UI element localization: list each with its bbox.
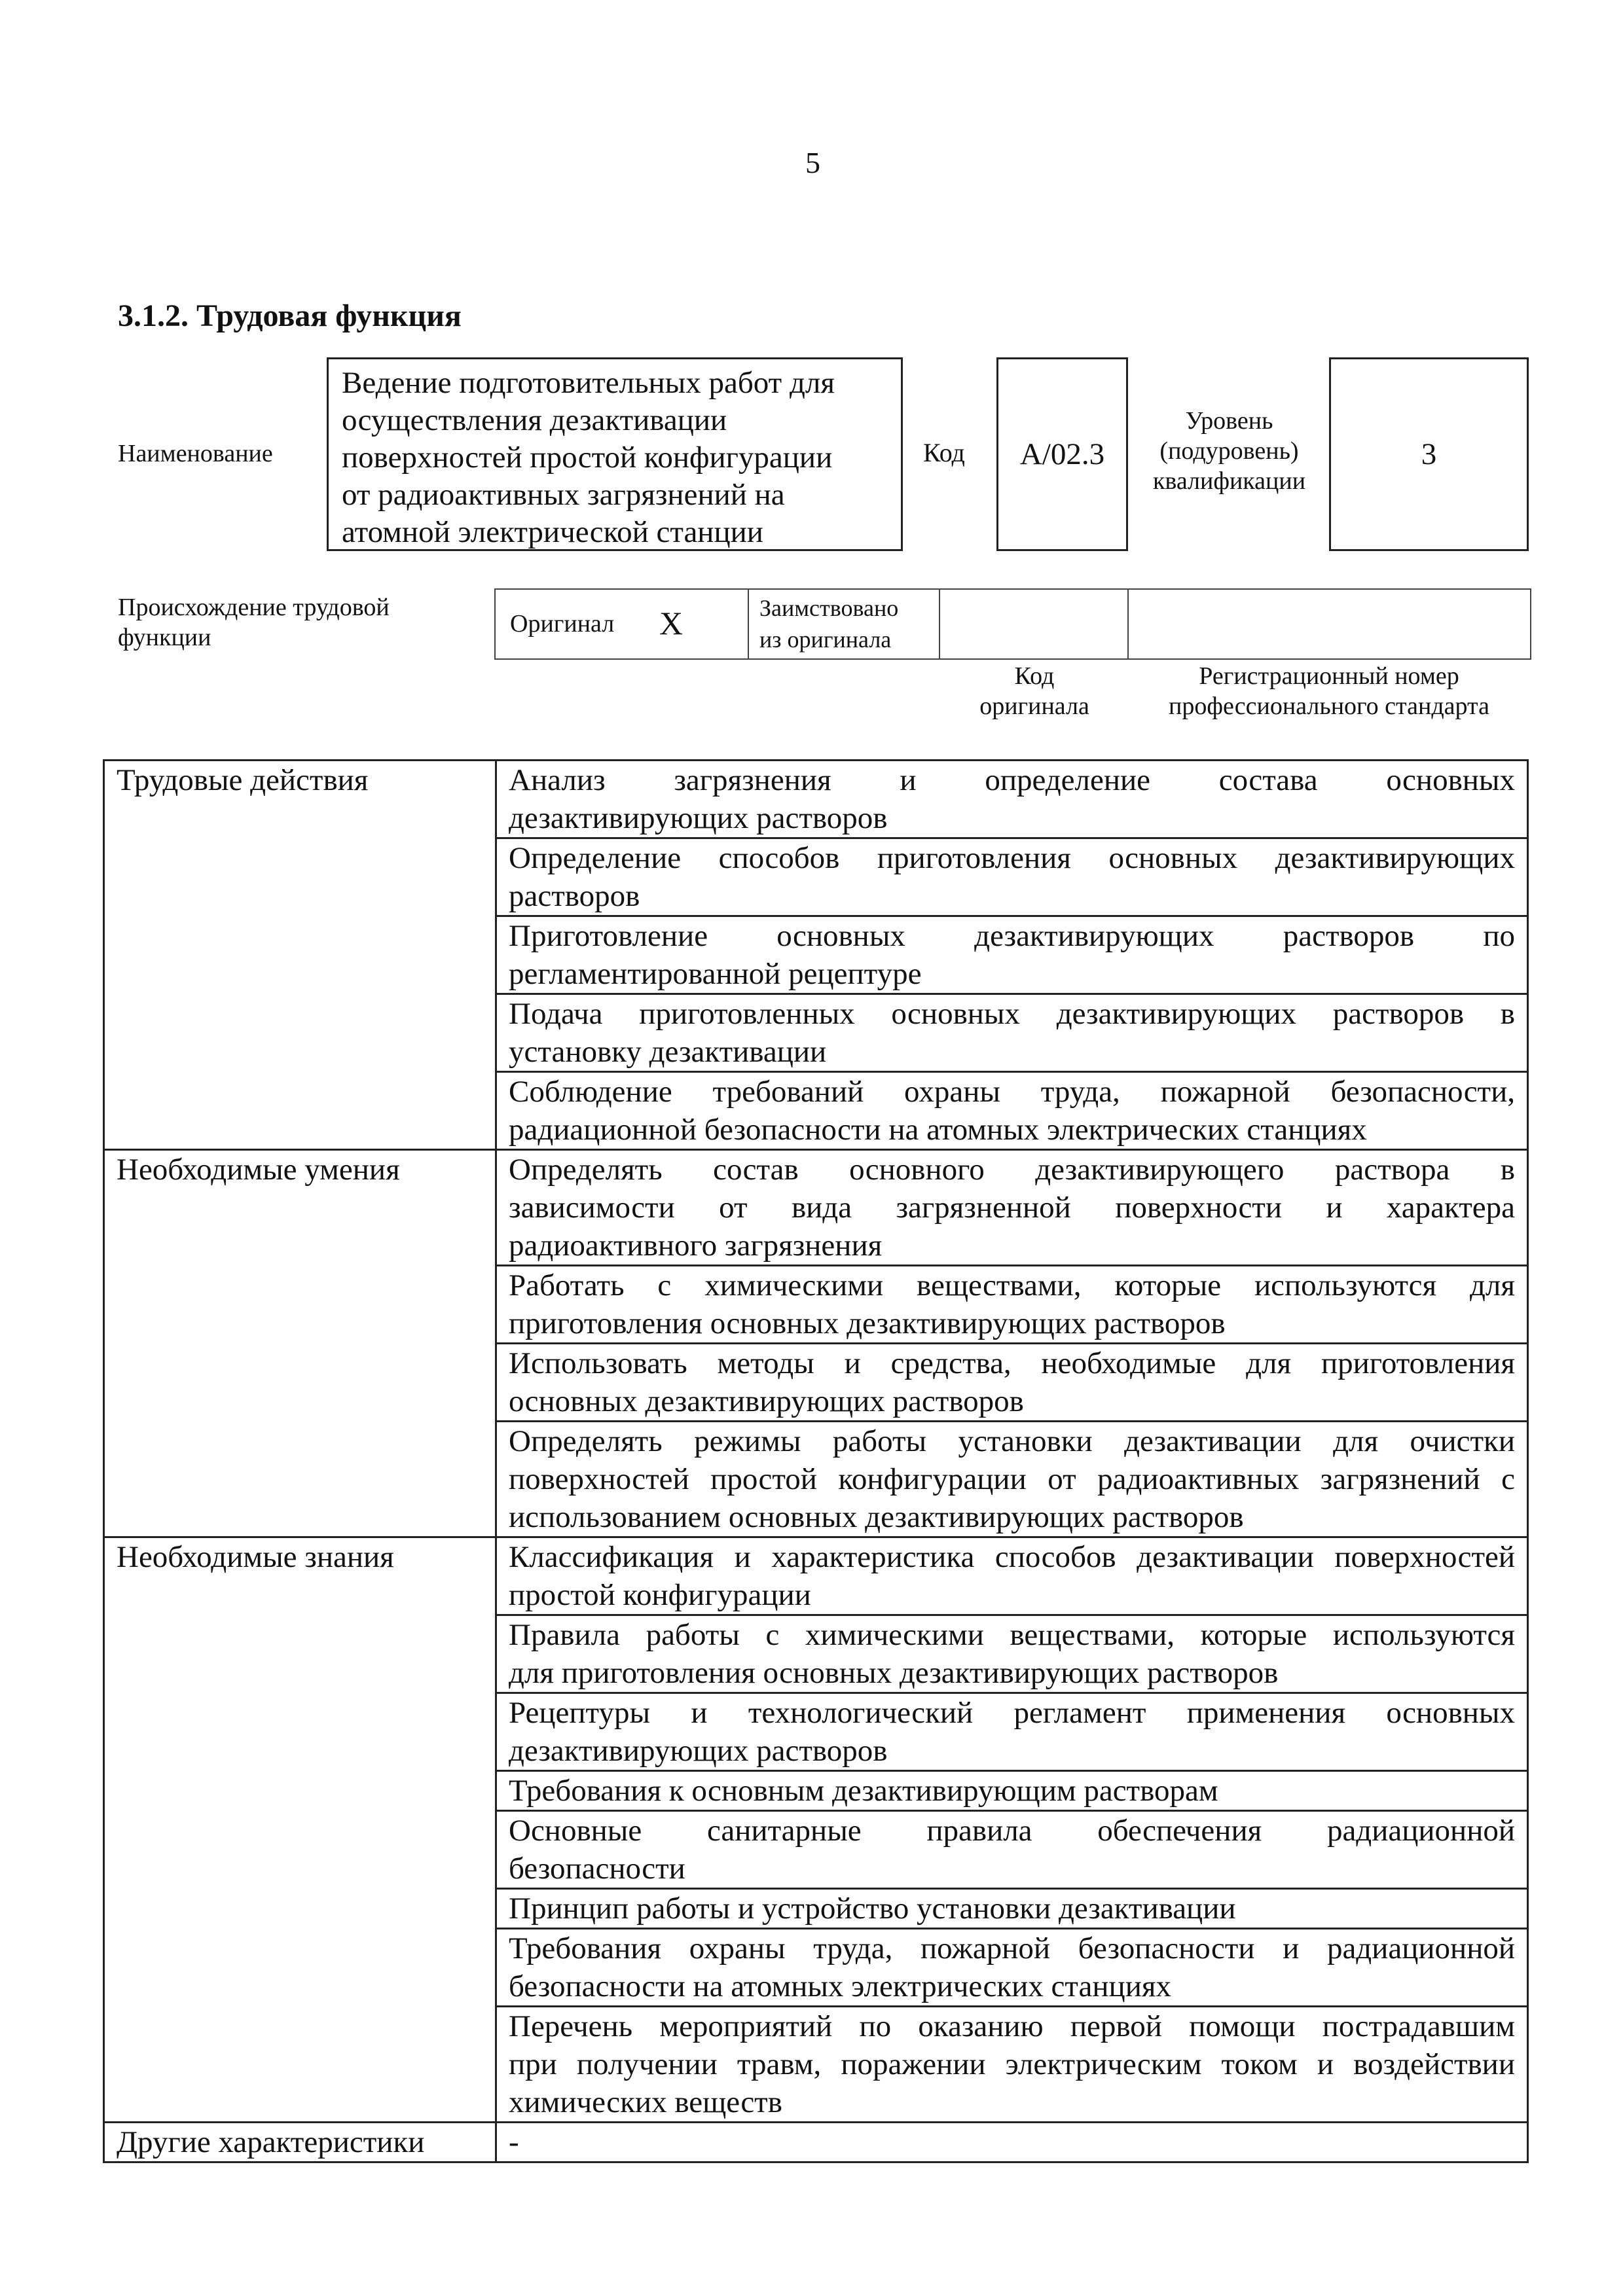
section-item <box>496 1693 1528 1771</box>
item-line: использованием основных дезактивирующих растворов <box>509 1500 1244 1534</box>
caption-line: профессионального стандарта <box>1169 692 1489 720</box>
section-item <box>496 1266 1528 1344</box>
item-line: химических веществ <box>509 2085 782 2119</box>
item-line: Анализ загрязнения и определение состава основных <box>509 763 1515 797</box>
item-line: безопасности <box>509 1852 685 1886</box>
table-row <box>104 2123 1528 2162</box>
section-item <box>496 1344 1528 1422</box>
item-line: радиоактивного загрязнения <box>509 1229 883 1263</box>
level-label-line: квалификации <box>1152 467 1306 495</box>
item-line: - <box>509 2125 519 2159</box>
item-line: дезактивирующих растворов <box>509 801 888 835</box>
code-label: Код <box>923 438 965 467</box>
item-line: простой конфигурации <box>509 1578 811 1612</box>
reg-number-cell <box>1127 590 1527 658</box>
name-line: Ведение подготовительных работ для <box>342 366 835 400</box>
table-row <box>104 1537 1528 1615</box>
item-line: Принцип работы и устройство установки дезактивации <box>509 1892 1236 1926</box>
origin-label-line: функции <box>118 624 211 651</box>
name-line: поверхностей простой конфигурации <box>342 440 833 475</box>
origin-label <box>118 592 390 653</box>
item-line: Приготовление основных дезактивирующих растворов по <box>509 919 1515 953</box>
section-label: Трудовые действия <box>104 761 496 1150</box>
item-line: Перечень мероприятий по оказанию первой помощи пострадавшим <box>509 2009 1515 2043</box>
item-line: Правила работы с химическими веществами, которые используются <box>509 1618 1515 1652</box>
name-line: осуществления дезактивации <box>342 403 727 437</box>
function-name-box <box>327 357 903 551</box>
item-line: Рецептуры и технологический регламент применения основных <box>509 1696 1515 1730</box>
item-line: при получении травм, поражении электрическим током и воздействии <box>509 2047 1515 2081</box>
section-item <box>496 1615 1528 1693</box>
caption-line: Регистрационный номер <box>1199 662 1459 690</box>
name-line: от радиоактивных загрязнений на <box>342 478 785 512</box>
section-item <box>496 1929 1528 2007</box>
level-label <box>1136 406 1322 496</box>
borrowed-line: Заимствовано <box>759 595 899 621</box>
level-value: 3 <box>1329 357 1529 551</box>
item-line: Требования к основным дезактивирующим растворам <box>509 1774 1218 1808</box>
item-line: установку дезактивации <box>509 1035 827 1069</box>
item-line: регламентированной рецептуре <box>509 957 922 991</box>
original-code-caption <box>956 661 1113 721</box>
section-item <box>496 916 1528 994</box>
section-item <box>496 761 1528 838</box>
original-cell <box>496 590 749 658</box>
item-line: растворов <box>509 879 640 913</box>
section-label: Другие характеристики <box>104 2123 496 2162</box>
original-mark: X <box>659 605 684 641</box>
section-item <box>496 1537 1528 1615</box>
origin-label-line: Происхождение трудовой <box>118 594 390 621</box>
section-label: Необходимые знания <box>104 1537 496 2123</box>
section-item <box>496 838 1528 916</box>
level-label-line: Уровень <box>1185 407 1273 435</box>
name-line: атомной электрической станции <box>342 515 763 549</box>
item-line: дезактивирующих растворов <box>509 1734 888 1768</box>
origin-table <box>494 588 1531 660</box>
section-item <box>496 2007 1528 2123</box>
level-label-line: (подуровень) <box>1159 437 1299 465</box>
item-line: Требования охраны труда, пожарной безопасности и радиационной <box>509 1931 1515 1965</box>
section-title: 3.1.2. Трудовая функция <box>118 298 462 333</box>
item-line: для приготовления основных дезактивирующих растворов <box>509 1656 1279 1690</box>
caption-line: оригинала <box>979 692 1089 720</box>
item-line: Работать с химическими веществами, которые используются для <box>509 1268 1515 1302</box>
original-label: Оригинал <box>510 610 615 637</box>
item-line: основных дезактивирующих растворов <box>509 1384 1024 1418</box>
section-item <box>496 2123 1528 2162</box>
section-item <box>496 1811 1528 1889</box>
section-item <box>496 1771 1528 1811</box>
item-line: Использовать методы и средства, необходимые для приготовления <box>509 1346 1515 1380</box>
item-line: Основные санитарные правила обеспечения радиационной <box>509 1814 1515 1848</box>
item-line: безопасности на атомных электрических станциях <box>509 1969 1171 2003</box>
section-label: Необходимые умения <box>104 1150 496 1537</box>
code-value: A/02.3 <box>996 357 1128 551</box>
borrowed-line: из оригинала <box>759 626 892 653</box>
section-item <box>496 1072 1528 1150</box>
page-number: 5 <box>805 146 820 179</box>
table-row <box>104 1150 1528 1266</box>
item-line: радиационной безопасности на атомных электрических станциях <box>509 1113 1367 1147</box>
item-line: Определение способов приготовления основных дезактивирующих <box>509 841 1515 875</box>
caption-line: Код <box>1014 662 1055 690</box>
item-line: Классификация и характеристика способов дезактивации поверхностей <box>509 1540 1515 1574</box>
section-item <box>496 1422 1528 1537</box>
section-item <box>496 1889 1528 1929</box>
item-line: Соблюдение требований охраны труда, пожарной безопасности, <box>509 1075 1515 1109</box>
item-line: приготовления основных дезактивирующих растворов <box>509 1306 1226 1340</box>
section-item <box>496 1150 1528 1266</box>
item-line: Подача приготовленных основных дезактивирующих растворов в <box>509 997 1515 1031</box>
reg-number-caption <box>1133 661 1525 721</box>
section-item <box>496 994 1528 1072</box>
item-line: Определять состав основного дезактивирующего раствора в <box>509 1153 1515 1187</box>
name-label: Наименование <box>118 440 273 467</box>
original-code-cell <box>939 590 1129 658</box>
item-line: поверхностей простой конфигурации от радиоактивных загрязнений с <box>509 1462 1515 1496</box>
item-line: зависимости от вида загрязненной поверхности и характера <box>509 1191 1515 1225</box>
function-details-table <box>103 759 1529 2163</box>
borrowed-cell <box>748 590 940 658</box>
item-line: Определять режимы работы установки дезактивации для очистки <box>509 1424 1515 1458</box>
table-row <box>104 761 1528 838</box>
